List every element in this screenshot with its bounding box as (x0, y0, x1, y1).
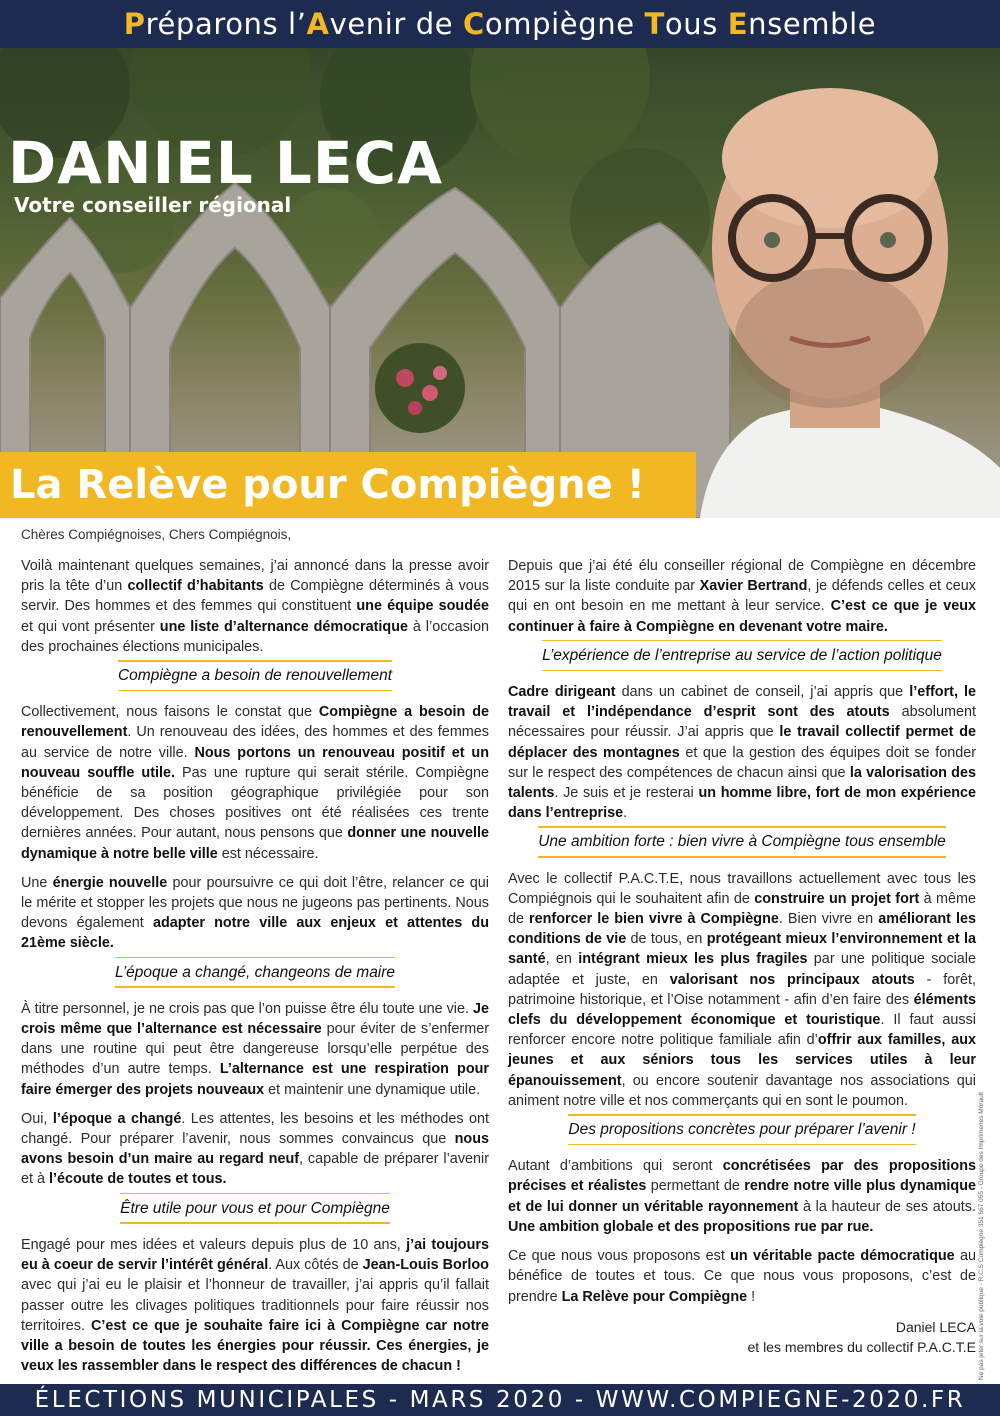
motto-initial: C (463, 7, 485, 41)
right-column (508, 556, 976, 1357)
left-column (21, 556, 489, 1385)
section-heading: Être utile pour vous et pour Compiègne (120, 1199, 390, 1221)
motto-initial: P (123, 7, 146, 41)
motto-word: ompiègne (484, 7, 645, 41)
motto-word: réparons l’ (145, 7, 307, 41)
paragraph: Oui, l’époque a changé. Les attentes, les besoins et les méthodes ont changé. Pour préparer l’avenir, nous sommes convaincus que nous avons besoin d’un maire au regard neuf, capable de préparer l’avenir et à l’écoute de toutes et tous. (21, 1110, 490, 1188)
paragraph: Une énergie nouvelle pour poursuivre ce qui doit l’être, relancer ce qui le mérite et stopper les projets que nous ne jugeons pas pertinents. Nous devons également adapter notre ville aux enjeux et attentes du 21ème siècle. (21, 874, 489, 952)
legal-notice: Ne pas jeter sur la voie publique - R.C.S Compiègne 351 667 055 - Groupe des Imprimeries Morault (978, 1092, 985, 1380)
signature-name: Daniel LECA (895, 1318, 976, 1335)
signature (508, 1317, 976, 1357)
motto-word: nsemble (748, 7, 877, 41)
paragraph: Voilà maintenant quelques semaines, j’ai annoncé dans la presse avoir pris la tête d’un collectif d’habitants de Compiègne déterminés à vous servir. Des hommes et des femmes qui constituent une équipe soudée et qui vont présenter une liste d’alternance démocratique à l’occasion des prochaines élections municipales. (21, 558, 490, 655)
paragraph: À titre personnel, je ne crois pas que l’on puisse être élu toute une vie. Je crois même que l’alternance est nécessaire pour éviter de s’enfermer dans une routine qui peut être dangereuse lorsqu’elle perpétue des méthodes d’un autre temps. L’alternance est une respiration pour faire émerger des projets nouveaux et maintenir une dynamique utile. (21, 1000, 490, 1098)
paragraph: Autant d’ambitions qui seront concrétisées par des propositions précises et réalistes permettant de rendre notre ville plus dynamique et de lui donner un véritable rayonnement à la hauteur de ses atouts. Une ambition globale et des propositions rue par rue. (508, 1158, 976, 1235)
section-heading: Une ambition forte : bien vivre à Compiègne tous ensemble (538, 832, 946, 854)
paragraph: Depuis que j’ai été élu conseiller régional de Compiègne en décembre 2015 sur la liste conduite par Xavier Bertrand, je défends celles et ceux qui en ont besoin en me mettant à leur service. C’est ce que je veux continuer à faire à Compiègne en devenant votre maire. (508, 558, 976, 635)
signature-team: et les membres du collectif P.A.C.T.E (747, 1338, 976, 1355)
footer-text: ÉLECTIONS MUNICIPALES - MARS 2020 - WWW.COMPIEGNE-2020.FR (34, 1387, 966, 1413)
section-heading: L’époque a changé, changeons de maire (115, 963, 395, 985)
paragraph: Cadre dirigeant dans un cabinet de conseil, j’ai appris que l’effort, le travail et l’indépendance d’esprit sont des atouts absolument nécessaires pour réussir. J’ai appris que le travail collectif permet de déplacer des montagnes et que la gestion des équipes doit se fonder sur le respect des compétences de chacun ainsi que la valorisation des talents. Je suis et je resterai un homme libre, fort de mon expérience dans l’entreprise. (508, 684, 977, 822)
paragraph: Avec le collectif P.A.C.T.E, nous travaillons actuellement avec tous les Compiégnois qui le souhaitent afin de construire un projet fort à même de renforcer le bien vivre à Compiègne. Bien vivre en améliorant les conditions de vie de tous, en protégeant mieux l’environnement et la santé, en intégrant mieux les plus fragiles par une politique sociale adaptée et juste, en valorisant nos principaux atouts - forêt, patrimoine historique, et l’Oise notamment - afin d’en faire des éléments clefs du développement économique et touristique. Il faut aussi renforcer encore notre politique familiale afin d’offrir aux familles, aux jeunes et aux séniors tous les services utiles à leur épanouissement, ou encore soutenir davantage nos associations qui animent notre ville et nos commerçants qui en sont le poumon. (508, 870, 976, 1109)
motto-word: ous (664, 7, 728, 41)
candidate-name: DANIEL LECA (8, 129, 443, 197)
motto-word: venir de (329, 7, 464, 41)
motto-initial: T (644, 7, 665, 41)
motto-initial: E (727, 7, 749, 41)
campaign-motto (124, 7, 877, 41)
paragraph: Engagé pour mes idées et valeurs depuis plus de 10 ans, j’ai toujours eu à coeur de servir l’intérêt général. Aux côtés de Jean-Louis Borloo avec qui j’ai eu le plaisir et l’honneur de travailler, j’ai appris qu’il fallait passer outre les clivages politiques traditionnels pour faire réussir nos territoires. C’est ce que je souhaite faire ici à Compiègne car notre ville a besoin de toutes les énergies pour réussir. Ces énergies, je veux les rassembler dans le respect des différences de chacun ! (21, 1236, 489, 1375)
slogan: La Relève pour Compiègne ! (10, 462, 645, 508)
bottom-banner (0, 1384, 1000, 1416)
hero-illustration (0, 48, 1000, 518)
candidate-role: Votre conseiller régional (14, 193, 292, 217)
slogan-bar (0, 452, 696, 518)
paragraph: Collectivement, nous faisons le constat que Compiègne a besoin de renouvellement. Un renouveau des idées, des hommes et des femmes au service de notre ville. Nous portons un renouveau positif et un nouveau souffle utile. Pas une rupture qui serait stérile. Compiègne bénéficie de sa position géographique privilégiée pour son développement. Des choses positives ont été réalisées ces trente dernières années. Pour autant, nous pensons que donner une nouvelle dynamique à notre belle ville est nécessaire. (21, 704, 489, 862)
candidate-name-block (8, 129, 443, 217)
section-heading: Compiègne a besoin de renouvellement (118, 666, 392, 688)
section-heading: L’expérience de l’entreprise au service de l’action politique (542, 646, 942, 668)
paragraph: Ce que nous vous proposons est un véritable pacte démocratique au bénéfice de toutes et tous. Ce que nous vous proposons, c’est de prendre La Relève pour Compiègne ! (508, 1248, 976, 1305)
top-banner (0, 0, 1000, 48)
hero-photo (0, 48, 1000, 518)
greeting: Chères Compiégnoises, Chers Compiégnois, (21, 527, 292, 542)
motto-initial: A (306, 7, 330, 41)
section-heading: Des propositions concrètes pour préparer l’avenir ! (568, 1120, 915, 1142)
